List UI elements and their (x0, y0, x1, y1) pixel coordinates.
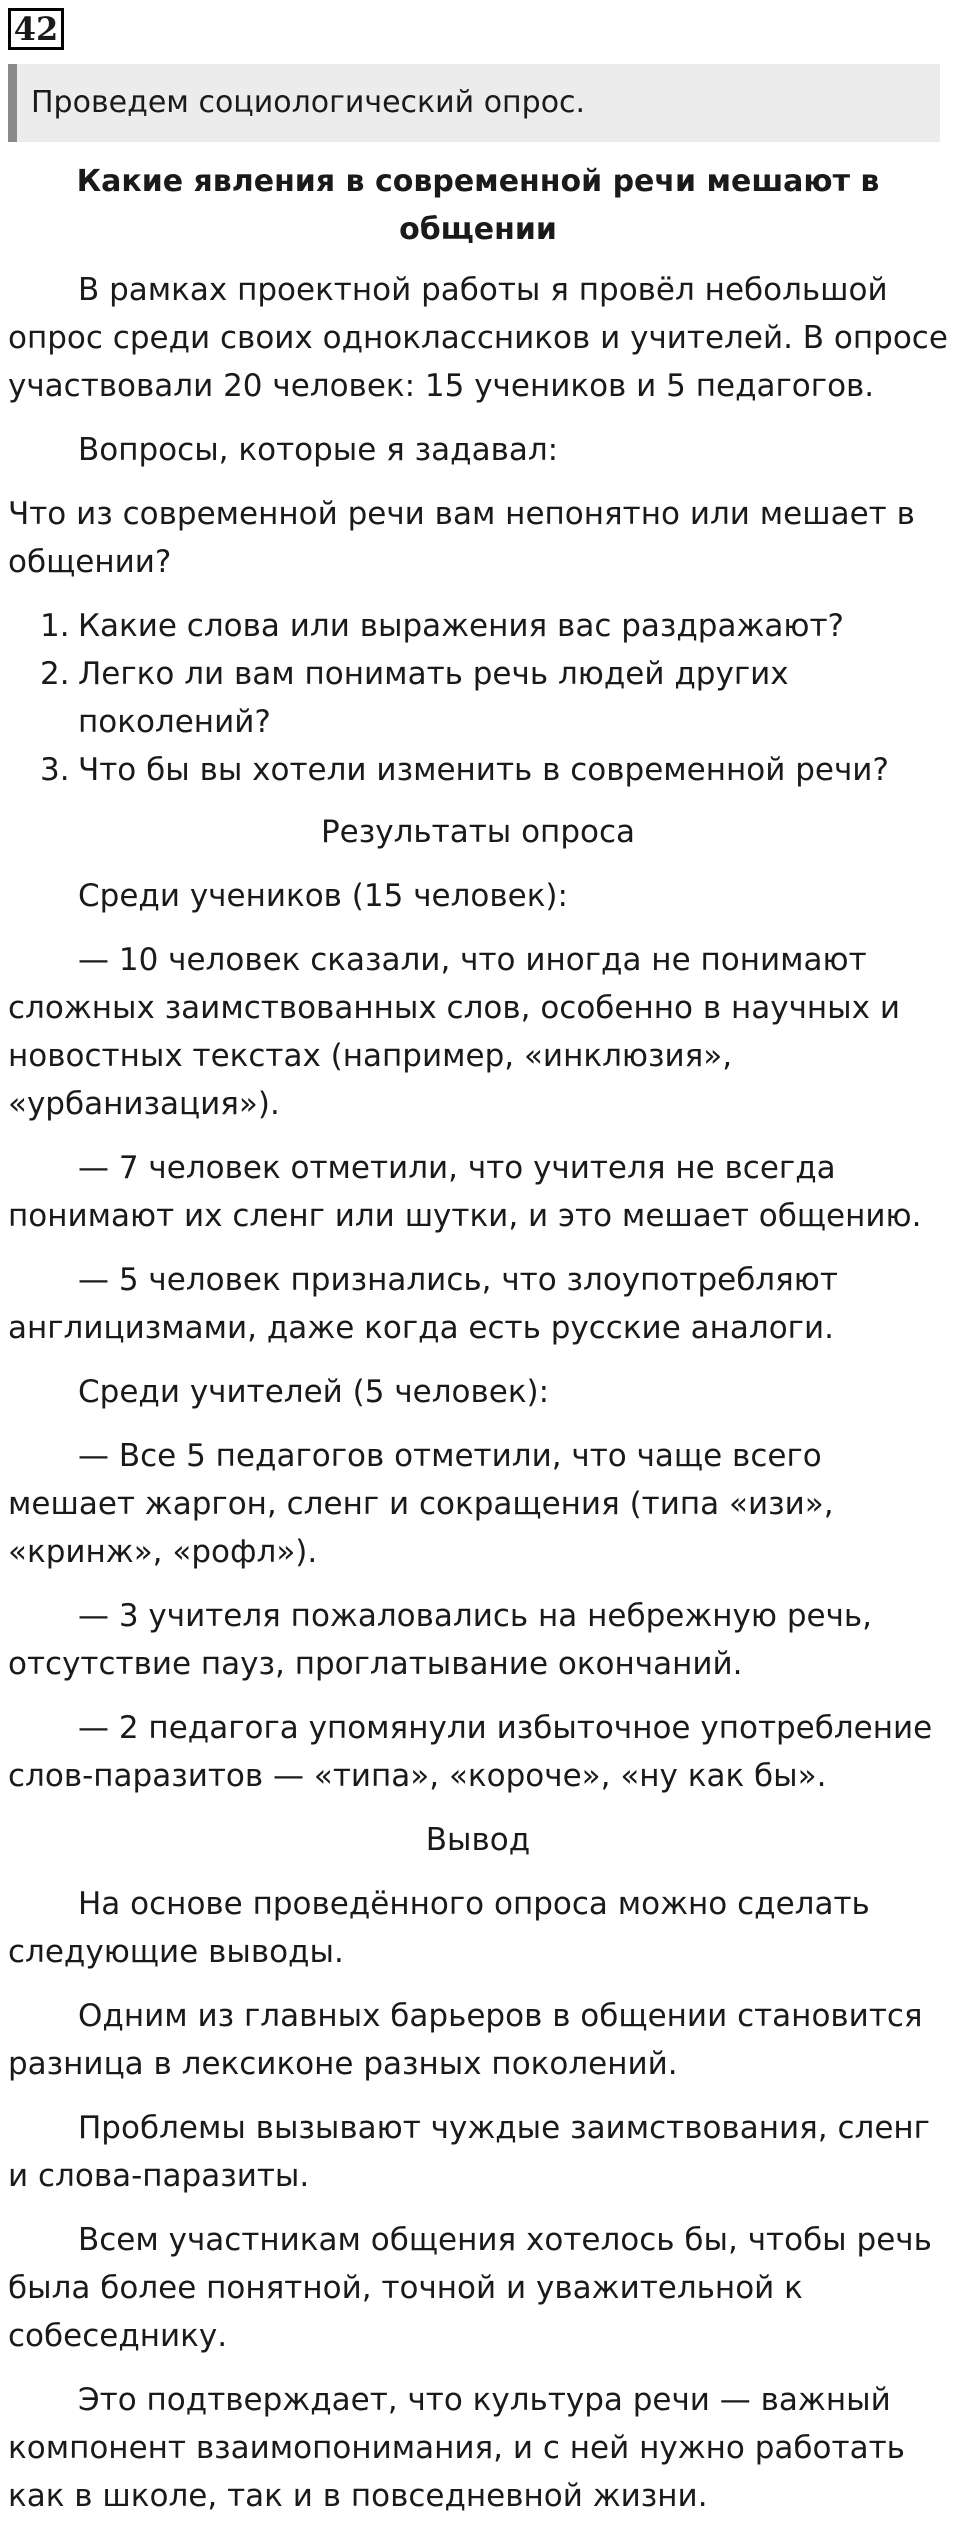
question-item (8, 650, 948, 746)
students-heading: Среди учеников (15 человек): (78, 878, 568, 914)
question-list (8, 602, 948, 794)
essay-title: Какие явления в современной речи мешают в общении (76, 164, 880, 247)
teachers-point: — 3 учителя пожаловались на небрежную речь, отсутствие пауз, проглатывание окончаний. (8, 1598, 873, 1682)
students-point: — 7 человек отметили, что учителя не всегда понимают их сленг или шутки, и это мешает общению. (8, 1150, 922, 1234)
teachers-point: — 2 педагога упомянули избыточное употребление слов-паразитов — «типа», «короче», «ну как бы». (8, 1710, 933, 1794)
conclusion-paragraph: На основе проведённого опроса можно сделать следующие выводы. (8, 1886, 870, 1970)
main-question: Что из современной речи вам непонятно или мешает в общении? (8, 496, 915, 580)
task-banner: Проведем социологический опрос. (8, 64, 940, 142)
results-heading: Результаты опроса (320, 814, 636, 850)
question-number: 2. (40, 656, 70, 692)
exercise-number: 42 (8, 8, 64, 50)
students-point: — 10 человек сказали, что иногда не понимают сложных заимствованных слов, особенно в научных и новостных текстах (например, «инклюзия», «урбанизация»). (8, 942, 900, 1122)
question-text: Что бы вы хотели изменить в современной речи? (78, 752, 889, 788)
conclusion-paragraph: Это подтверждает, что культура речи — важный компонент взаимопонимания, и с ней нужно работать как в школе, так и в повседневной жизни. (8, 2382, 905, 2514)
question-number: 3. (40, 752, 70, 788)
conclusion-heading: Вывод (425, 1822, 531, 1858)
questions-heading: Вопросы, которые я задавал: (78, 432, 559, 468)
conclusion-paragraph: Проблемы вызывают чуждые заимствования, сленг и слова-паразиты. (8, 2110, 930, 2194)
answer-text (8, 158, 948, 2536)
question-text: Какие слова или выражения вас раздражают? (78, 608, 845, 644)
question-text: Легко ли вам понимать речь людей других поколений? (78, 656, 789, 740)
teachers-heading: Среди учителей (5 человек): (78, 1374, 550, 1410)
intro-paragraph: В рамках проектной работы я провёл небольшой опрос среди своих одноклассников и учителей. В опросе участвовали 20 человек: 15 учеников и 5 педагогов. (8, 272, 948, 404)
students-point: — 5 человек признались, что злоупотребляют англицизмами, даже когда есть русские аналоги. (8, 1262, 838, 1346)
question-item (8, 746, 948, 794)
conclusion-paragraph: Одним из главных барьеров в общении становится разница в лексиконе разных поколений. (8, 1998, 923, 2082)
question-item (8, 602, 948, 650)
teachers-point: — Все 5 педагогов отметили, что чаще всего мешает жаргон, сленг и сокращения (типа «изи», «кринж», «рофл»). (8, 1438, 834, 1570)
question-number: 1. (40, 608, 70, 644)
conclusion-paragraph: Всем участникам общения хотелось бы, чтобы речь была более понятной, точной и уважительной к собеседнику. (8, 2222, 932, 2354)
